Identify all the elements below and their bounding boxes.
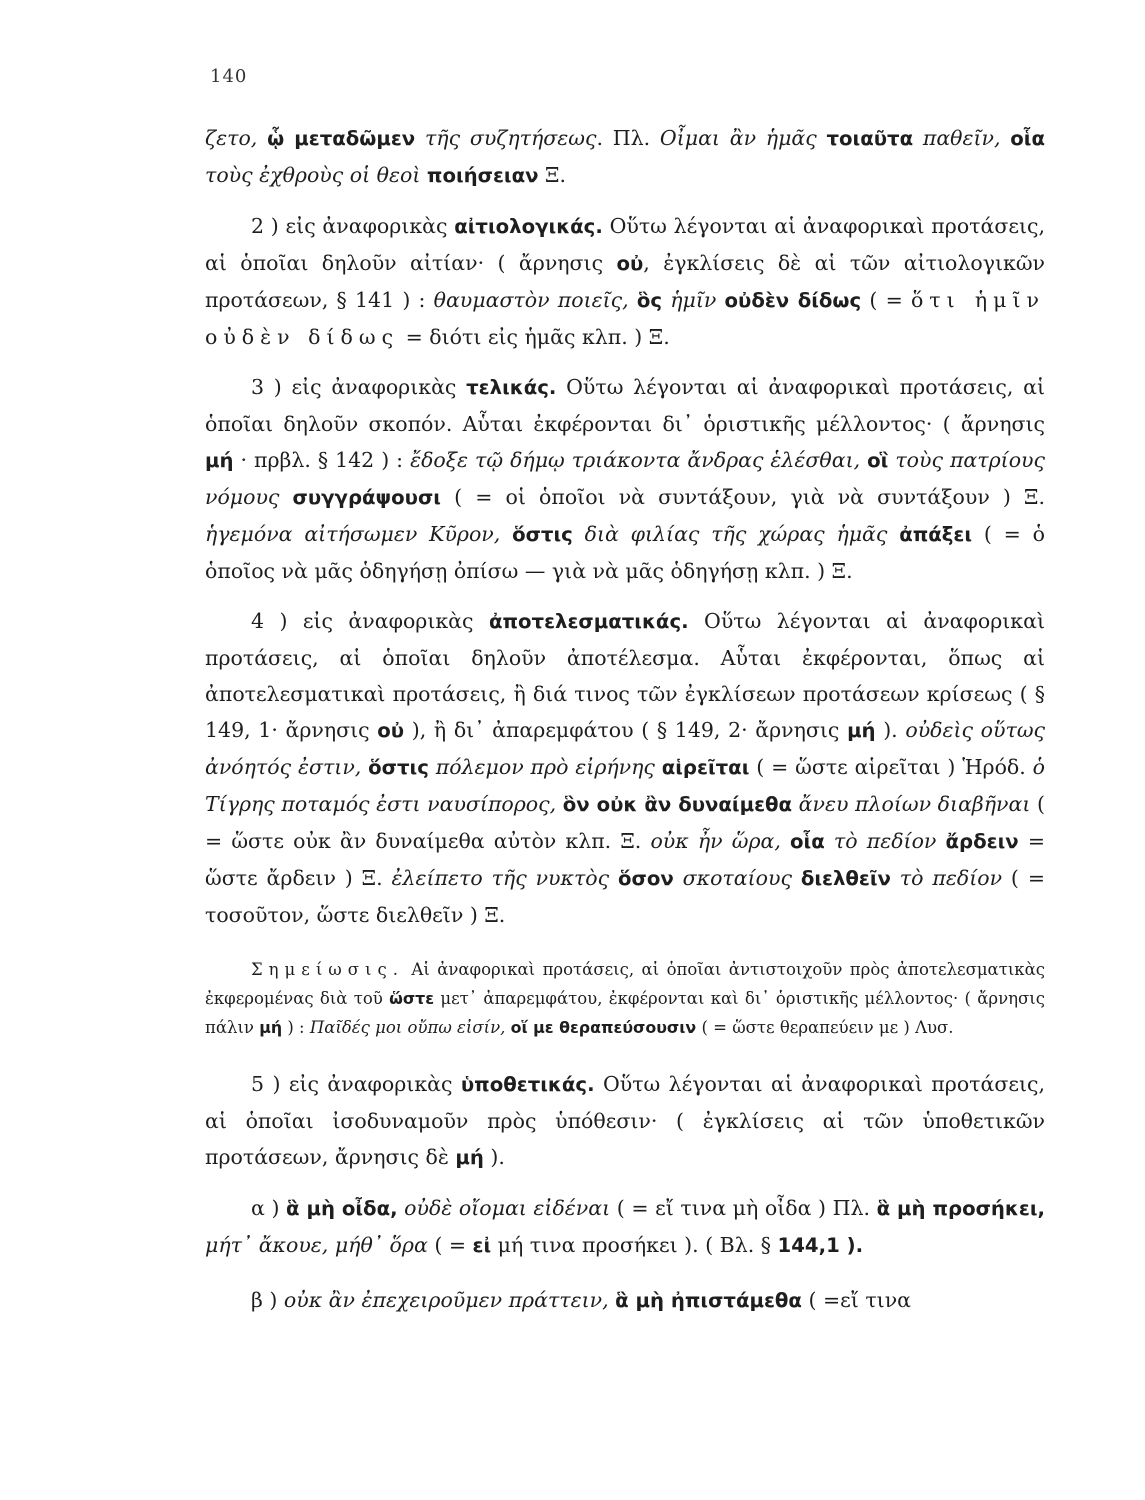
bold-segment: ἄρδειν <box>945 830 1019 853</box>
text-segment: = διότι εἰς ἡμᾶς κλπ. ) Ξ. <box>399 325 670 349</box>
bold-segment: τοιαῦτα <box>826 127 914 150</box>
italic-segment: οὐδὲ οἴομαι εἰδέναι <box>397 1196 611 1220</box>
text-segment: ( = ὥστε αἱρεῖται ) Ἡρόδ. <box>749 755 1033 779</box>
bold-segment: μή <box>455 1146 484 1169</box>
bold-segment: ὃς <box>636 289 663 312</box>
spaced-segment: Σημείωσις. <box>251 960 404 979</box>
text-segment: μή τινα προσήκει ). ( Βλ. § <box>491 1233 778 1257</box>
bold-segment: ὃν οὐκ ἂν δυναίμεθα <box>562 793 793 816</box>
bold-segment: οὐ <box>377 719 405 742</box>
italic-segment: οὐδεὶς οὕτως ἀνόητός ἐστιν, <box>205 718 1046 779</box>
text-segment: Ξ. <box>538 163 566 187</box>
text-segment: ), ἢ δι᾽ ἀπαρεμφάτου ( § 149, 2· ἄρνησις <box>404 718 848 742</box>
bold-segment: ὥστε <box>389 989 435 1008</box>
text-segment: 2 ) εἰς ἀναφορικὰς <box>251 214 455 238</box>
bold-segment: διελθεῖν <box>800 867 891 890</box>
bold-segment: ἀπάξει <box>899 523 973 546</box>
bold-segment: ἃ μὴ προσήκει, <box>876 1197 1045 1220</box>
spaced-segment: ὅτι ἡμῖν οὐδὲν δίδως <box>205 288 1045 349</box>
bold-segment: ὅστις <box>512 523 573 546</box>
bold-segment: αἰτιολογικάς. <box>454 215 603 238</box>
text-segment: ( = εἴ τινα μὴ οἶδα ) Πλ. <box>610 1196 877 1220</box>
text-segment: Οὕτω λέγονται αἱ ἀναφορικαὶ προτάσεις, αἱ ὁποῖαι δηλοῦν αἰτίαν· ( ἄρνησις <box>205 214 1045 275</box>
bold-segment: ᾧ μεταδῶμεν <box>267 127 416 150</box>
paragraph-note <box>205 955 1045 1042</box>
italic-segment: διὰ φιλίας τῆς χώρας ἡμᾶς <box>572 522 900 546</box>
italic-segment: τὸ πεδίον <box>890 866 1003 890</box>
text-segment: β ) <box>251 1288 284 1312</box>
italic-segment: τοὺς ἐχθροὺς οἱ θεοὶ <box>205 163 427 187</box>
text-segment: α ) <box>251 1196 287 1220</box>
paragraph-hypothetikes <box>205 1066 1045 1176</box>
text-segment: 3 ) εἰς ἀναφορικὰς <box>251 375 467 399</box>
italic-segment: οὐκ ἦν ὥρα, <box>650 829 791 853</box>
italic-segment: ὁ Τίγρης ποταμός ἐστι ναυσίπορος, <box>205 755 1045 816</box>
text-segment: , ἐγκλίσεις δὲ αἱ τῶν αἰτιολογικῶν προτάσεων, § 141 ) : <box>205 251 1046 312</box>
text-segment: ) : <box>282 1018 310 1037</box>
italic-segment: σκοταίους <box>673 866 801 890</box>
text-segment: ( = ὥστε οὐκ ἂν δυναίμεθα αὐτὸν κλπ. Ξ. <box>205 792 1046 853</box>
text-block <box>205 120 1045 1337</box>
paragraph-apotelesmatikes <box>205 603 1045 933</box>
paragraph-telikes <box>205 369 1045 589</box>
text-segment: Οὕτω λέγονται αἱ ἀναφορικαὶ προτάσεις, αἱ ὁποῖαι ἰσοδυναμοῦν πρὸς ὑπόθεσιν· ( ἐγκλίσεις αἱ τῶν ὑποθετικῶν προτάσεων, ἄρνησις δὲ <box>205 1072 1045 1169</box>
bold-segment: ἃ μὴ οἶδα, <box>286 1197 398 1220</box>
bold-segment: εἰ <box>472 1234 492 1257</box>
bold-segment: οἵ με θεραπεύσουσιν <box>510 1018 697 1037</box>
text-segment: · πρβλ. § 142 ) : <box>233 448 411 472</box>
bold-segment: μή <box>205 449 234 472</box>
italic-segment: οὐκ ἂν ἐπεχειροῦμεν πράττειν, <box>283 1288 616 1312</box>
page-number: 140 <box>210 66 248 87</box>
text-segment: ( = <box>427 1233 473 1257</box>
text-segment: Αἱ ἀναφορικαὶ προτάσεις, αἱ ὁποῖαι ἀντιστοιχοῦν πρὸς ἀποτελεσματικὰς ἐκφερομένας διὰ τοῦ <box>205 960 1045 1008</box>
paragraph-aitiologikes <box>205 208 1045 355</box>
italic-segment: τῆς συζητήσεως <box>415 126 597 150</box>
text-segment: ). <box>875 718 906 742</box>
italic-segment: θαυμαστὸν ποιεῖς, <box>433 288 637 312</box>
paragraph-sub-beta <box>205 1282 1045 1319</box>
text-segment: Οὕτω λέγονται αἱ ἀναφορικαὶ προτάσεις, αἱ ὁποῖαι δηλοῦν ἀποτέλεσμα. Αὗται ἐκφέρονται, ὅπως αἱ ἀποτελεσματικαὶ προτάσεις, ἢ διά τινος τῶν ἐγκλίσεων προτάσεων κρίσεως ( § 149, 1· ἄρνησις <box>205 609 1045 742</box>
text-segment: ( = ὁ ὁποῖος νὰ μᾶς ὁδηγήσῃ ὀπίσω — γιὰ νὰ μᾶς ὁδηγήσῃ κλπ. ) Ξ. <box>205 522 1045 583</box>
paragraph-continuation <box>205 120 1045 194</box>
italic-segment: τὸ πεδίον <box>824 829 946 853</box>
bold-segment: τελικάς. <box>466 376 557 399</box>
italic-segment: ἡμῖν <box>662 288 725 312</box>
italic-segment: πόλεμον πρὸ εἰρήνης <box>428 755 662 779</box>
bold-segment: οἷα <box>1010 127 1045 150</box>
bold-segment: 144,1 ). <box>777 1234 864 1257</box>
bold-segment: ὅστις <box>368 756 429 779</box>
italic-segment: μήτ᾽ ἄκουε, μήθ᾽ ὅρα <box>205 1233 428 1257</box>
text-segment: 5 ) εἰς ἀναφορικὰς <box>251 1072 461 1096</box>
italic-segment: ἄνευ πλοίων διαβῆναι <box>792 792 1031 816</box>
text-segment: ). <box>483 1145 505 1169</box>
text-segment: μετ᾽ ἀπαρεμφάτου, ἐκφέρονται καὶ δι᾽ ὁριστικῆς μέλλοντος· ( ἄρνησις πάλιν <box>205 989 1045 1037</box>
text-segment: . Πλ. <box>596 126 660 150</box>
italic-segment: ἡγεμόνα αἰτήσωμεν Κῦρον, <box>205 522 513 546</box>
italic-segment: Οἶμαι ἂν ἡμᾶς <box>659 126 827 150</box>
bold-segment: συγγράψουσι <box>292 486 441 509</box>
bold-segment: οἳ <box>867 449 889 472</box>
italic-segment: ἔδοξε τῷ δήμῳ τριάκοντα ἄνδρας ἑλέσθαι, <box>410 448 868 472</box>
bold-segment: μή <box>847 719 876 742</box>
bold-segment: οὐδὲν δίδως <box>724 289 862 312</box>
italic-segment: παθεῖν, <box>913 126 1011 150</box>
bold-segment: οὐ <box>616 252 644 275</box>
text-segment: ( = ὥστε θεραπεύειν με ) Λυσ. <box>696 1018 954 1037</box>
text-segment: ( = <box>861 288 911 312</box>
text-segment: = ὥστε ἄρδειν ) Ξ. <box>205 829 1045 890</box>
bold-segment: οἷα <box>790 830 825 853</box>
italic-segment: ἐλείπετο τῆς νυκτὸς <box>391 866 618 890</box>
bold-segment: ἀποτελεσματικάς. <box>488 610 689 633</box>
italic-segment: Παῖδές μοι οὔπω εἰσίν, <box>309 1018 511 1037</box>
bold-segment: ὑποθετικάς. <box>460 1073 595 1096</box>
bold-segment: ἃ μὴ ἠπιστάμεθα <box>615 1289 802 1312</box>
italic-segment: τοὺς πατρίους νόμους <box>205 448 1045 509</box>
bold-segment: ὅσον <box>618 867 674 890</box>
bold-segment: αἱρεῖται <box>661 756 750 779</box>
text-segment: 4 ) εἰς ἀναφορικὰς <box>251 609 489 633</box>
text-segment: ( = οἱ ὁποῖοι νὰ συντάξουν, γιὰ νὰ συντάξουν ) Ξ. <box>440 485 1045 509</box>
text-segment: ( =εἴ τινα <box>801 1288 912 1312</box>
paragraph-sub-alpha <box>205 1190 1045 1264</box>
italic-segment: ζετο, <box>205 126 268 150</box>
text-segment: Οὕτω λέγονται αἱ ἀναφορικαὶ προτάσεις, αἱ ὁποῖαι δηλοῦν σκοπόν. Αὗται ἐκφέρονται δι᾽ ὁριστικῆς μέλλοντος· ( ἄρνησις <box>205 375 1045 436</box>
text-segment: ( = τοσοῦτον, ὥστε διελθεῖν ) Ξ. <box>205 866 1045 927</box>
bold-segment: μή <box>259 1018 283 1037</box>
bold-segment: ποιήσειαν <box>426 164 539 187</box>
